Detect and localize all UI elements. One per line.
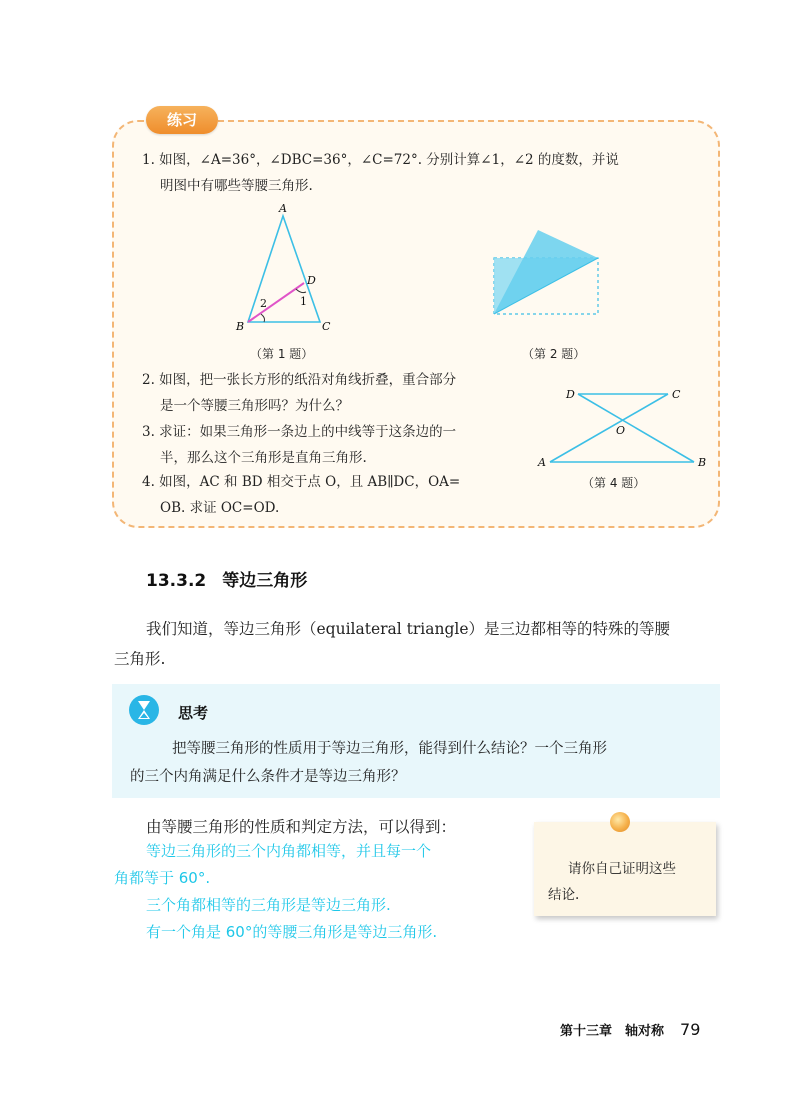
intro-line2: 三角形. bbox=[114, 650, 166, 668]
sticky-note-line1: 请你自己证明这些 bbox=[568, 861, 676, 877]
exercise-q3-line2: 半，那么这个三角形是直角三角形. bbox=[160, 450, 367, 466]
fig4-label-c: C bbox=[672, 388, 681, 401]
pushpin-icon bbox=[610, 812, 630, 832]
fig4-label-b: B bbox=[698, 456, 707, 469]
exercise-q2-line1: 2. 如图，把一张长方形的纸沿对角线折叠，重合部分 bbox=[142, 372, 457, 388]
sticky-note-text bbox=[548, 856, 708, 908]
sticky-note-line2: 结论. bbox=[548, 887, 580, 903]
fig1-label-a: A bbox=[279, 202, 287, 215]
fig4-label-d: D bbox=[566, 388, 575, 401]
figure-4 bbox=[532, 382, 712, 472]
fig1-label-angle2: 2 bbox=[260, 297, 267, 310]
exercise-q4-line1: 4. 如图，AC 和 BD 相交于点 O，且 AB∥DC，OA= bbox=[142, 474, 461, 490]
segment-bd bbox=[248, 283, 304, 322]
fig1-label-b: B bbox=[236, 320, 245, 333]
think-line2: 的三个内角满足什么条件才是等边三角形？ bbox=[130, 769, 406, 785]
section-heading bbox=[146, 566, 307, 591]
exercise-tag: 练习 bbox=[146, 106, 218, 134]
hourglass-icon bbox=[128, 694, 160, 726]
think-line1: 把等腰三角形的性质用于等边三角形，能得到什么结论？一个三角形 bbox=[172, 741, 607, 757]
conclusion-1-line2: 角都等于 60°. bbox=[114, 869, 211, 887]
fig4-label-o: O bbox=[616, 424, 626, 437]
triangle-abc bbox=[248, 216, 320, 322]
exercise-q1-line2: 明图中有哪些等腰三角形. bbox=[160, 178, 313, 194]
conclusion-3: 有一个角是 60°的等腰三角形是等边三角形. bbox=[146, 923, 438, 941]
exercise-q1-line1: 1. 如图，∠A=36°，∠DBC=36°，∠C=72°. 分别计算∠1，∠2 的度数，并说 bbox=[142, 152, 619, 168]
intro-line1: 我们知道，等边三角形（equilateral triangle）是三边都相等的特殊的等腰 bbox=[146, 620, 671, 638]
fig1-label-angle1: 1 bbox=[300, 295, 307, 308]
page-number: 79 bbox=[680, 1020, 701, 1039]
section-number: 13.3.2 bbox=[146, 571, 207, 591]
angle-1-arc bbox=[296, 289, 306, 293]
fig2-caption: （第 2 题） bbox=[522, 347, 586, 361]
exercise-q2-line2: 是一个等腰三角形吗？为什么？ bbox=[160, 398, 349, 414]
fig4-label-a: A bbox=[538, 456, 546, 469]
fig1-label-d: D bbox=[307, 274, 316, 287]
angle-2-arc bbox=[261, 314, 265, 322]
fig1-label-c: C bbox=[322, 320, 331, 333]
conclusion-1-line1: 等边三角形的三个内角都相等，并且每一个 bbox=[146, 842, 432, 860]
figure-2 bbox=[488, 226, 604, 320]
conclusion-lead: 由等腰三角形的性质和判定方法，可以得到： bbox=[146, 818, 457, 836]
fig4-caption: （第 4 题） bbox=[582, 476, 646, 490]
segment-bd bbox=[578, 394, 694, 462]
conclusion-2: 三个角都相等的三角形是等边三角形. bbox=[146, 896, 391, 914]
section-title: 等边三角形 bbox=[222, 571, 308, 591]
page-footer bbox=[560, 1020, 700, 1039]
footer-chapter: 第十三章 轴对称 bbox=[560, 1024, 665, 1039]
segment-ac bbox=[550, 394, 668, 462]
exercise-q3-line1: 3. 求证：如果三角形一条边上的中线等于这条边的一 bbox=[142, 424, 457, 440]
exercise-q4-line2: OB. 求证 OC=OD. bbox=[160, 500, 280, 516]
think-title: 思考 bbox=[178, 704, 209, 722]
figure-1 bbox=[228, 200, 348, 340]
fig1-caption: （第 1 题） bbox=[250, 347, 314, 361]
